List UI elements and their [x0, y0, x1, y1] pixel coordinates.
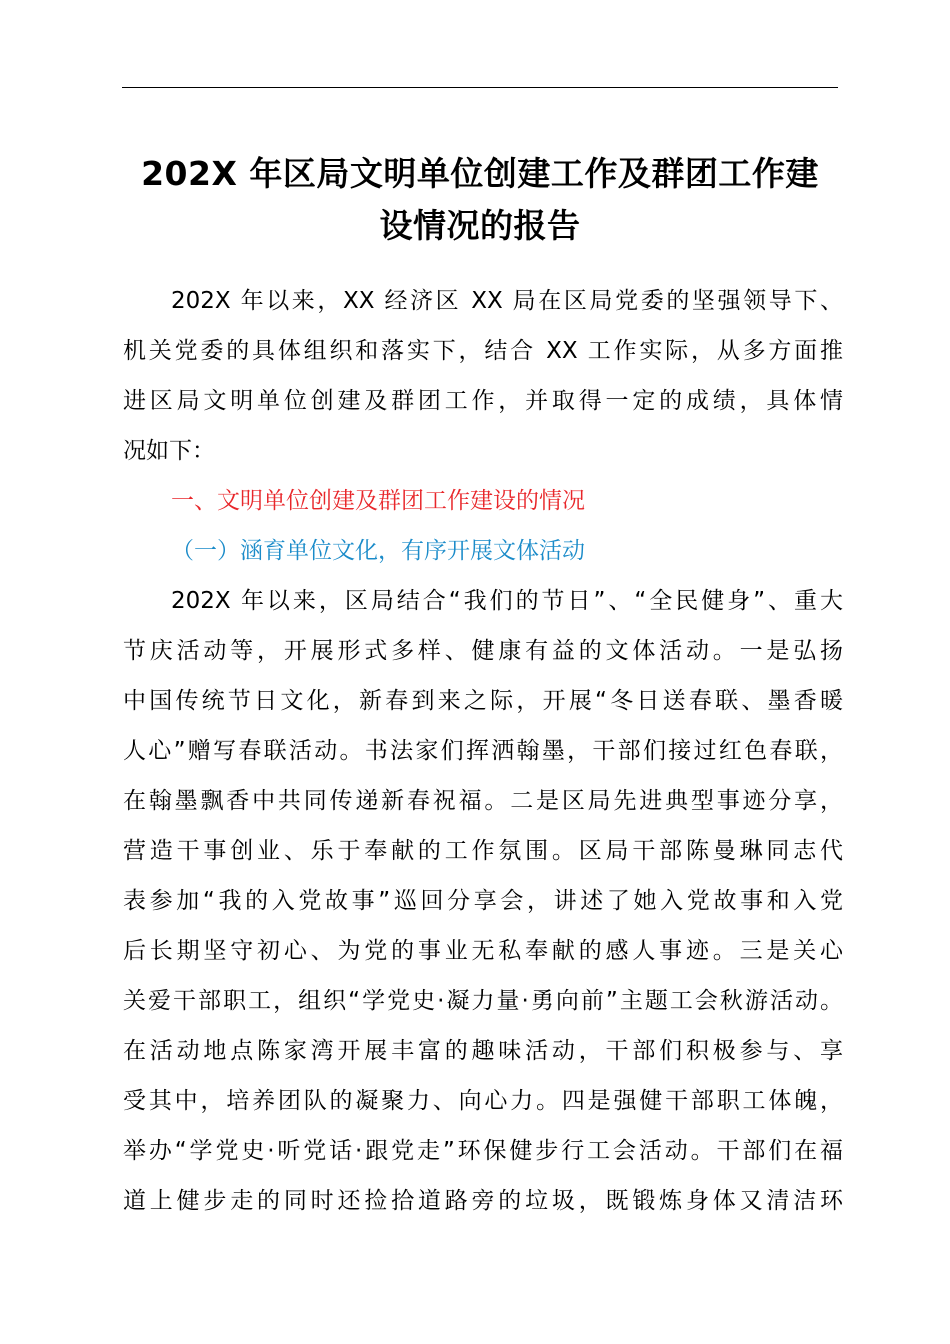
body-line: 举办“学党史·听党话·跟党走”环保健步行工会活动。干部们在福: [123, 1138, 843, 1164]
section-heading-2: （一）涵育单位文化，有序开展文体活动: [171, 538, 585, 564]
body-line: 节庆活动等，开展形式多样、健康有益的文体活动。一是弘扬: [123, 638, 843, 664]
document-body: [123, 276, 843, 1226]
section-heading-1: 一、文明单位创建及群团工作建设的情况: [171, 488, 585, 514]
document-title: [112, 148, 848, 252]
intro-line: 202X 年以来，XX 经济区 XX 局在区局党委的坚强领导下、: [171, 288, 843, 314]
body-line: 营造干事创业、乐于奉献的工作氛围。区局干部陈曼琳同志代: [123, 838, 843, 864]
body-line: 道上健步走的同时还捡拾道路旁的垃圾，既锻炼身体又清洁环: [123, 1188, 843, 1214]
intro-line: 机关党委的具体组织和落实下，结合 XX 工作实际，从多方面推: [123, 338, 843, 364]
intro-line: 况如下：: [123, 438, 215, 464]
intro-line: 进区局文明单位创建及群团工作，并取得一定的成绩，具体情: [123, 388, 843, 414]
header-rule: [122, 87, 838, 88]
body-line: 在活动地点陈家湾开展丰富的趣味活动，干部们积极参与、享: [123, 1038, 843, 1064]
body-line: 关爱干部职工，组织“学党史·凝力量·勇向前”主题工会秋游活动。: [123, 988, 843, 1014]
body-line: 受其中，培养团队的凝聚力、向心力。四是强健干部职工体魄，: [123, 1088, 843, 1114]
body-line: 后长期坚守初心、为党的事业无私奉献的感人事迹。三是关心: [123, 938, 843, 964]
body-line: 在翰墨飘香中共同传递新春祝福。二是区局先进典型事迹分享，: [123, 788, 843, 814]
body-line: 中国传统节日文化，新春到来之际，开展“冬日送春联、墨香暖: [123, 688, 843, 714]
body-line: 202X 年以来，区局结合“我们的节日”、“全民健身”、重大: [171, 588, 843, 614]
title-line-1: 202X 年区局文明单位创建工作及群团工作建: [141, 154, 819, 193]
title-line-2: 设情况的报告: [379, 206, 581, 245]
body-line: 表参加“我的入党故事”巡回分享会，讲述了她入党故事和入党: [123, 888, 843, 914]
body-line: 人心”赠写春联活动。书法家们挥洒翰墨，干部们接过红色春联，: [123, 738, 843, 764]
